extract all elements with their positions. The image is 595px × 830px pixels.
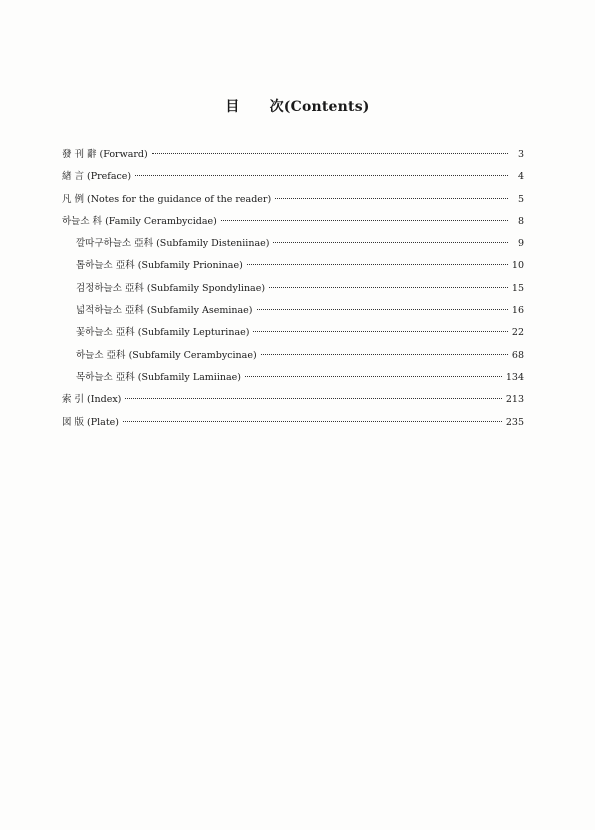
toc-label: 톱하늘소 亞科 (Subfamily Prioninae) [76, 260, 243, 272]
toc-label: 넓적하늘소 亞科 (Subfamily Aseminae) [76, 305, 253, 317]
toc-entry-cerambycinae[interactable] [62, 347, 524, 369]
toc-page-number: 15 [511, 282, 524, 294]
toc-label: 깔따구하늘소 亞科 (Subfamily Disteniinae) [76, 238, 270, 250]
leader-dots [135, 175, 508, 176]
toc-label: 發 刊 辭 (Forward) [62, 149, 148, 160]
toc-entry-preface[interactable] [62, 168, 524, 190]
leader-dots [123, 421, 502, 422]
leader-dots [257, 309, 508, 310]
toc-label: 목하늘소 亞科 (Subfamily Lamiinae) [76, 371, 241, 383]
leader-dots [269, 287, 508, 288]
toc-entry-disteniinae[interactable] [62, 235, 524, 257]
toc-page-number: 235 [505, 416, 524, 428]
toc-page-number: 213 [505, 394, 524, 406]
title-contents: 次(Contents) [269, 99, 370, 115]
leader-dots [273, 242, 508, 243]
toc-page-number: 5 [517, 193, 524, 205]
toc-page-number: 16 [511, 305, 524, 317]
toc-entry-lepturinae[interactable] [62, 324, 524, 346]
toc-page-number: 22 [511, 327, 524, 339]
toc-label: 하늘소 科 (Family Cerambycidae) [62, 215, 217, 227]
leader-dots [152, 153, 508, 154]
toc-label: 검정하늘소 亞科 (Subfamily Spondylinae) [76, 282, 266, 294]
leader-dots [253, 331, 507, 332]
leader-dots [247, 264, 508, 265]
leader-dots [275, 198, 508, 199]
toc-entry-index[interactable] [62, 391, 524, 413]
toc-page-number: 68 [511, 349, 524, 361]
toc-page-number: 3 [517, 149, 524, 160]
toc-entry-family-cerambycidae[interactable] [62, 213, 524, 235]
toc-page-number: 10 [511, 260, 524, 272]
toc-entry-notes[interactable] [62, 191, 524, 213]
toc-entry-aseminae[interactable] [62, 302, 524, 324]
toc-label: 緖 言 (Preface) [62, 171, 132, 183]
toc-label: 索 引 (Index) [62, 394, 122, 406]
leader-dots [261, 354, 508, 355]
toc-label: 꽃하늘소 亞科 (Subfamily Lepturinae) [76, 327, 250, 339]
toc-label: 凡 例 (Notes for the guidance of the reader) [62, 193, 272, 205]
toc-page-number: 134 [505, 371, 524, 383]
toc-label: 図 版 (Plate) [62, 416, 119, 428]
title-main: 目 [225, 99, 240, 115]
toc-entry-spondylinae[interactable] [62, 280, 524, 302]
page-title [0, 96, 595, 116]
toc-entry-forward[interactable] [62, 146, 524, 168]
toc-entry-lamiinae[interactable] [62, 369, 524, 391]
toc-page-number: 9 [517, 238, 524, 250]
leader-dots [221, 220, 508, 221]
toc-label: 하늘소 亞科 (Subfamily Cerambycinae) [76, 349, 257, 361]
toc-entry-plate[interactable] [62, 414, 524, 436]
toc-page-number: 4 [517, 171, 524, 183]
toc-page-number: 8 [517, 215, 524, 227]
leader-dots [245, 376, 502, 377]
table-of-contents [62, 146, 524, 436]
leader-dots [125, 398, 501, 399]
toc-entry-prioninae[interactable] [62, 257, 524, 279]
